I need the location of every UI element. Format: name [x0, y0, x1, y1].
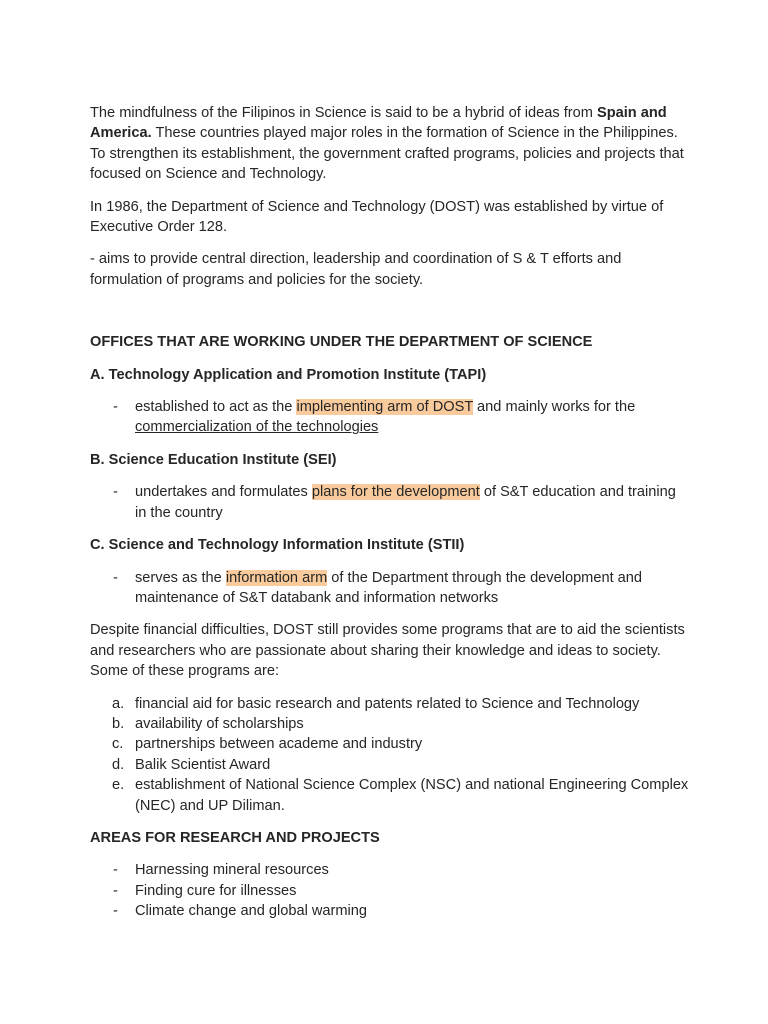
- item-text: established to act as the: [135, 399, 297, 416]
- list-marker: d.: [112, 756, 125, 773]
- item-text: Climate change and global warming: [135, 903, 368, 920]
- intro-text-1: The mindfulness of the Filipinos in Science is said to be a hybrid of ideas from: [90, 105, 597, 121]
- item-text: Finding cure for illnesses: [135, 882, 297, 899]
- dash-marker: -: [113, 882, 118, 899]
- office-sei-list: [90, 482, 690, 523]
- item-text: establishment of National Science Complex (NSC) and national Engineering Complex (NEC) and UP Diliman.: [135, 777, 689, 814]
- dash-marker: -: [113, 862, 118, 879]
- document-page: [90, 103, 690, 922]
- list-item: [90, 568, 690, 609]
- underlined-text: commercialization of the technologies: [135, 419, 379, 436]
- list-item: [90, 901, 690, 921]
- item-text: and mainly works for the: [473, 399, 636, 416]
- highlighted-text: plans for the development: [311, 484, 480, 501]
- despite-paragraph: Despite financial difficulties, DOST still provides some programs that are to aid the scientists and researchers who are passionate about sharing their knowledge and ideas to society. Some of these programs are:: [90, 622, 685, 680]
- highlighted-text: implementing arm of DOST: [296, 399, 473, 416]
- intro-text-2: These countries played major roles in the formation of Science in the Philippines. To strengthen its establishment, the government crafted programs, policies and projects that focused on Science and Technology.: [90, 125, 684, 183]
- list-item: [90, 482, 690, 523]
- list-item: [90, 734, 690, 754]
- aims-paragraph: - aims to provide central direction, leadership and coordination of S & T efforts and formulation of programs and policies for the society.: [90, 251, 622, 288]
- areas-list: [90, 860, 690, 921]
- office-title-tapi: A. Technology Application and Promotion Institute (TAPI): [90, 366, 487, 383]
- office-tapi-list: [90, 397, 690, 438]
- office-title-stii: C. Science and Technology Information Institute (STII): [90, 537, 465, 554]
- list-item: [90, 397, 690, 438]
- item-text: partnerships between academe and industry: [135, 736, 423, 753]
- office-title-sei: B. Science Education Institute (SEI): [90, 451, 337, 468]
- list-item: [90, 860, 690, 880]
- offices-heading: OFFICES THAT ARE WORKING UNDER THE DEPARTMENT OF SCIENCE: [90, 334, 593, 351]
- item-text: financial aid for basic research and patents related to Science and Technology: [135, 695, 640, 712]
- programs-list: [90, 694, 690, 816]
- list-item: [90, 881, 690, 901]
- list-item: [90, 694, 690, 714]
- list-marker: e.: [112, 777, 125, 794]
- item-text: of the Department through the development and maintenance of S&T databank and information networks: [135, 569, 643, 606]
- office-stii-list: [90, 568, 690, 609]
- dash-marker: -: [113, 399, 118, 416]
- dash-marker: -: [113, 903, 118, 920]
- item-text: of S&T education and training in the country: [135, 484, 676, 521]
- item-text: undertakes and formulates: [135, 484, 312, 501]
- item-text: Balik Scientist Award: [135, 756, 271, 773]
- list-item: [90, 714, 690, 734]
- item-text: availability of scholarships: [135, 715, 304, 732]
- list-item: [90, 775, 690, 816]
- item-text: Harnessing mineral resources: [135, 862, 329, 879]
- highlighted-text: information arm: [225, 569, 328, 586]
- areas-heading: AREAS FOR RESEARCH AND PROJECTS: [90, 829, 380, 846]
- item-text: serves as the: [135, 569, 226, 586]
- dash-marker: -: [113, 484, 118, 501]
- list-marker: b.: [112, 715, 125, 732]
- list-marker: a.: [112, 695, 125, 712]
- intro-bold-text: Spain and America.: [90, 105, 667, 142]
- list-marker: c.: [112, 736, 124, 753]
- intro-paragraph: [90, 103, 690, 185]
- dash-marker: -: [113, 569, 118, 586]
- dost-paragraph: In 1986, the Department of Science and Technology (DOST) was established by virtue of Executive Order 128.: [90, 198, 664, 236]
- list-item: [90, 755, 690, 775]
